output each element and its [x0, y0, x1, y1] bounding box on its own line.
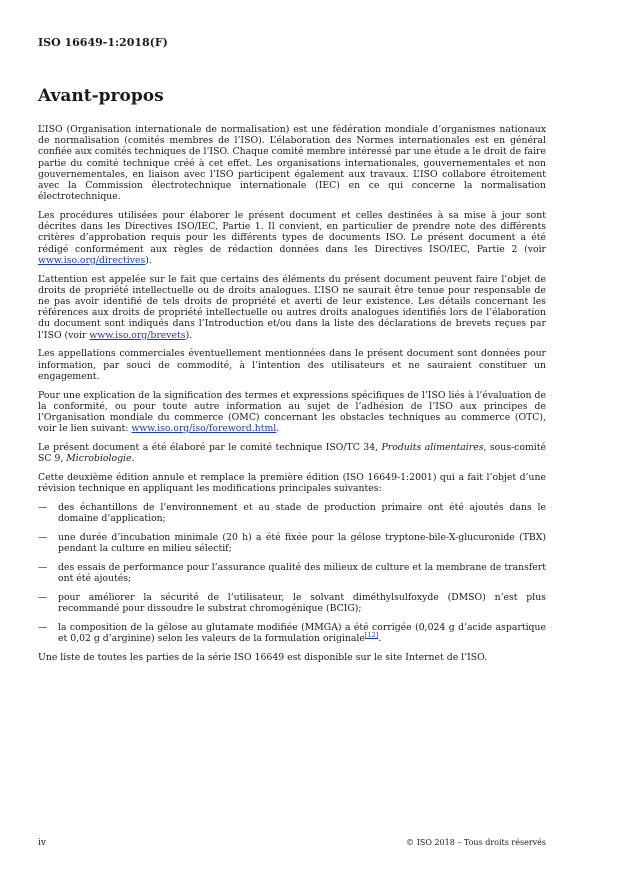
committee-name: Produits alimentaires: [381, 442, 484, 454]
paragraph-committee: [38, 442, 546, 464]
paragraph-end: .: [276, 423, 280, 435]
link-brevets[interactable]: www.iso.org/brevets: [89, 329, 186, 341]
list-item-text: une durée d’incubation minimale (20 h) a été fixée pour la gélose tryptone-bile-X-glucuronide (TBX) pendant la culture en milieu sélectif;: [58, 532, 546, 555]
paragraph-end: ).: [185, 329, 193, 341]
dash-bullet: —: [38, 592, 48, 604]
foreword-body: [38, 124, 546, 671]
list-item-end: .: [378, 633, 382, 645]
page-title: Avant-propos: [38, 86, 164, 106]
paragraph-text: Le présent document a été élaboré par le comité technique ISO/TC 34,: [38, 442, 382, 454]
list-item: [38, 622, 546, 644]
paragraph-patents: [38, 274, 546, 341]
reference-superscript: [365, 631, 378, 639]
list-item-text: [58, 622, 546, 644]
link-foreword[interactable]: www.iso.org/iso/foreword.html: [131, 423, 277, 435]
changes-list: [38, 502, 546, 644]
paragraph-end: ).: [145, 254, 152, 266]
link-directives[interactable]: www.iso.org/directives: [38, 254, 146, 266]
copyright-notice: © ISO 2018 – Tous droits réservés: [406, 838, 546, 847]
paragraph-text: L’attention est appelée sur le fait que certains des éléments du présent document peuvent faire l’objet de droits de propriété intellectuelle ou de droits analogues. L’ISO ne saurait être tenue pour responsable de ne pas avoir identifié de tels droits de propriété et averti de leur existence. Les détails concernant les références aux droits de propriété intellectuelle ou autres droits analogues identifiés lors de l’élaboration du document sont indiqués dans l’Introduction et/ou dans la liste des déclarations de brevets reçues par l’ISO (voir: [38, 273, 546, 341]
paragraph-text: Les procédures utilisées pour élaborer le présent document et celles destinées à sa mise à jour sont décrites dans les Directives ISO/IEC, Partie 1. Il convient, en particulier de prendre note des différents critères d’approbation requis pour les différents types de documents ISO. Le présent document a été rédigé conformément aux règles de rédaction données dans les Directives ISO/IEC, Partie 2 (voir: [38, 210, 546, 255]
paragraph-iso-intro: L’ISO (Organisation internationale de normalisation) est une fédération mondiale d’organismes nationaux de normalisation (comités membres de l’ISO). L’élaboration des Normes internationales est en général confiée aux comités techniques de l’ISO. Chaque comité membre intéressé par une étude a le droit de faire partie du comité technique créé à cet effet. Les organisations internationales, gouvernementales et non gouvernementales, en liaison avec l’ISO participent également aux travaux. L’ISO collabore étroitement avec la Commission électrotechnique internationale (IEC) en ce qui concerne la normalisation électrotechnique.: [38, 124, 546, 203]
subcommittee-name: Microbiologie: [66, 453, 132, 465]
list-item: [38, 502, 546, 524]
paragraph-procedures: [38, 210, 546, 266]
page-number: iv: [38, 838, 46, 848]
list-item-text: des essais de performance pour l’assurance qualité des milieux de culture et la membrane de transfert ont été ajoutés;: [58, 562, 546, 585]
dash-bullet: —: [38, 562, 48, 574]
document-code: ISO 16649-1:2018(F): [38, 36, 168, 49]
list-item-text: des échantillons de l’environnement et au stade de production primaire ont été ajoutés dans le domaine d’application;: [58, 502, 546, 525]
dash-bullet: —: [38, 532, 48, 544]
paragraph-series: Une liste de toutes les parties de la série ISO 16649 est disponible sur le site Internet de l’ISO.: [38, 652, 488, 664]
list-item: [38, 592, 546, 614]
paragraph-edition: Cette deuxième édition annule et remplace la première édition (ISO 16649-1:2001) qui a fait l’objet d’une révision technique en appliquant les modifications principales suivantes:: [38, 472, 546, 495]
paragraph-trade-names: Les appellations commerciales éventuellement mentionnées dans le présent document sont données pour information, par souci de commodité, à l’intention des utilisateurs et ne sauraient constituer un engagement.: [38, 348, 546, 382]
dash-bullet: —: [38, 502, 48, 514]
paragraph-text: , sous-comité SC 9,: [38, 442, 546, 465]
list-item: [38, 532, 546, 554]
list-item: [38, 562, 546, 584]
reference-link[interactable]: [12]: [364, 631, 379, 640]
paragraph-end: .: [131, 453, 135, 465]
list-item-text: pour améliorer la sécurité de l’utilisateur, le solvant diméthylsulfoxyde (DMSO) n’est plus recommandé pour dissoudre le substrat chromogénique (BCIG);: [58, 592, 546, 615]
paragraph-text: Pour une explication de la signification des termes et expressions spécifiques de l’ISO liés à l’évaluation de la conformité, ou pour toute autre information au sujet de l’adhésion de l’ISO aux principes de l’Organisation mondiale du commerce (OMC) concernant les obstacles techniques au commerce (OTC), voir le lien suivant:: [38, 389, 546, 435]
list-item-main: la composition de la gélose au glutamate modifiée (MMGA) a été corrigée (0,024 g d’acide aspartique et 0,02 g d’arginine) selon les valeurs de la formulation originale: [58, 622, 546, 645]
paragraph-conformity: [38, 390, 546, 435]
dash-bullet: —: [38, 622, 48, 634]
